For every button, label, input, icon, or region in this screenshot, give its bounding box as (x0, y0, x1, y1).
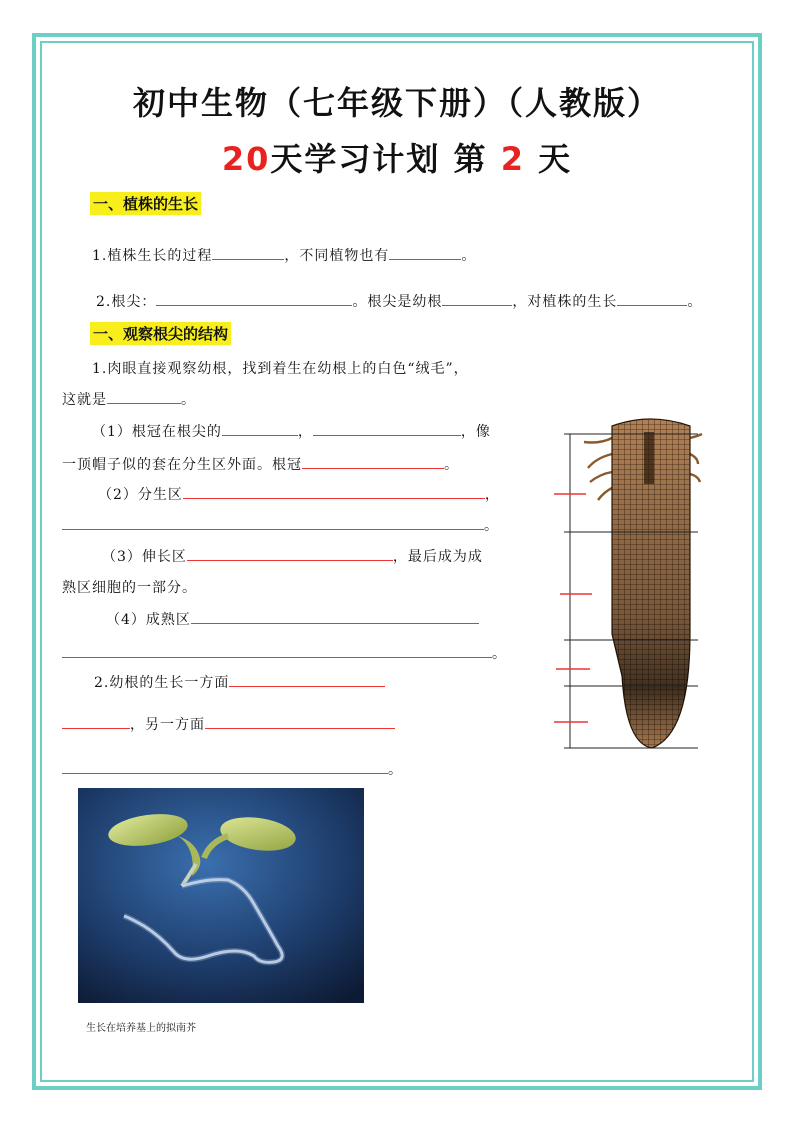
s2-p3b: 熟区细胞的一部分。 (62, 580, 197, 596)
s2-p3 (102, 546, 483, 566)
fill-blank[interactable] (62, 517, 484, 530)
s2-p3-text-b: ，最后成为成 (392, 549, 483, 565)
zone-label-blanks[interactable] (554, 494, 592, 722)
day-number: 2 (500, 140, 525, 178)
s2-p1-text-c: ，像 (460, 424, 491, 440)
s2-p4 (106, 609, 479, 629)
s2-p1b-text-a: 一顶帽子似的套在分生区外面。根冠 (62, 457, 302, 473)
page-subtitle (0, 134, 794, 180)
s2-p4b-text: 。 (492, 646, 507, 662)
fill-blank[interactable] (107, 391, 181, 404)
seedling-photo (78, 788, 364, 1003)
s2-q2-text-a: 2.幼根的生长一方面 (94, 675, 230, 691)
s2-q2 (94, 672, 385, 692)
s2-p4-text: （4）成熟区 (106, 612, 191, 628)
subtitle-text-a: 天学习计划 第 (270, 140, 501, 178)
s2-p1-text-b: ， (297, 424, 313, 440)
s2-q1a: 1.肉眼直接观察幼根，找到着生在幼根上的白色“绒毛”， (92, 361, 469, 377)
s2-p1b-text-b: 。 (444, 457, 459, 473)
fill-blank[interactable] (205, 716, 395, 729)
fill-blank[interactable] (156, 293, 352, 306)
photo-caption: 生长在培养基上的拟南芥 (86, 1023, 196, 1034)
s1-q2-text-d: 。 (687, 294, 703, 310)
s2-q2b-text-a: ，另一方面 (130, 717, 205, 733)
fill-blank[interactable] (62, 716, 130, 729)
s1-q2-text-b: 。根尖是幼根 (352, 294, 443, 310)
fill-blank[interactable] (187, 548, 393, 561)
fill-blank[interactable] (617, 293, 687, 306)
s2-p2b (62, 515, 499, 535)
s1-q1-text-a: 1.植株生长的过程 (92, 248, 213, 264)
s2-q1b-text-a: 这就是 (62, 392, 107, 408)
vascular-tissue (644, 432, 654, 484)
s1-q1 (92, 245, 476, 265)
s2-p2b-text: 。 (484, 518, 499, 534)
fill-blank[interactable] (222, 423, 298, 436)
s2-q1b (62, 389, 196, 409)
s2-q2c (62, 759, 403, 779)
subtitle-text-b: 天 (524, 140, 573, 178)
fill-blank[interactable] (302, 456, 444, 469)
section2-heading: 一、观察根尖的结构 (90, 322, 231, 345)
s1-q2-text-a: 2.根尖： (96, 294, 157, 310)
s2-p1-text-a: （1）根冠在根尖的 (92, 424, 222, 440)
fill-blank[interactable] (389, 247, 461, 260)
s2-p2-text-b: ， (484, 487, 500, 503)
fill-blank[interactable] (191, 611, 479, 624)
page-title: 初中生物（七年级下册）（人教版） (132, 84, 661, 122)
s2-p2-text-a: （2）分生区 (98, 487, 183, 503)
fill-blank[interactable] (62, 645, 492, 658)
s2-p2 (98, 484, 500, 504)
photo-background (78, 788, 364, 1003)
s2-p1b (62, 454, 459, 474)
s1-q2-text-c: ，对植株的生长 (512, 294, 618, 310)
section1-heading: 一、植株的生长 (90, 192, 201, 215)
s2-q1b-text-b: 。 (181, 392, 196, 408)
s2-p4b (62, 643, 507, 663)
s1-q1-text-c: 。 (461, 248, 477, 264)
fill-blank[interactable] (183, 486, 485, 499)
s2-p1 (92, 421, 491, 441)
s2-p3-text-a: （3）伸长区 (102, 549, 187, 565)
s2-q2b (62, 714, 395, 734)
root-tip-diagram (540, 414, 710, 754)
s1-q2 (96, 291, 702, 311)
s2-q2c-text: 。 (388, 762, 403, 778)
fill-blank[interactable] (212, 247, 284, 260)
fill-blank[interactable] (62, 761, 388, 774)
s1-q1-text-b: ，不同植物也有 (284, 248, 390, 264)
fill-blank[interactable] (313, 423, 461, 436)
day-count: 20 (221, 140, 271, 178)
fill-blank[interactable] (442, 293, 512, 306)
fill-blank[interactable] (229, 674, 385, 687)
